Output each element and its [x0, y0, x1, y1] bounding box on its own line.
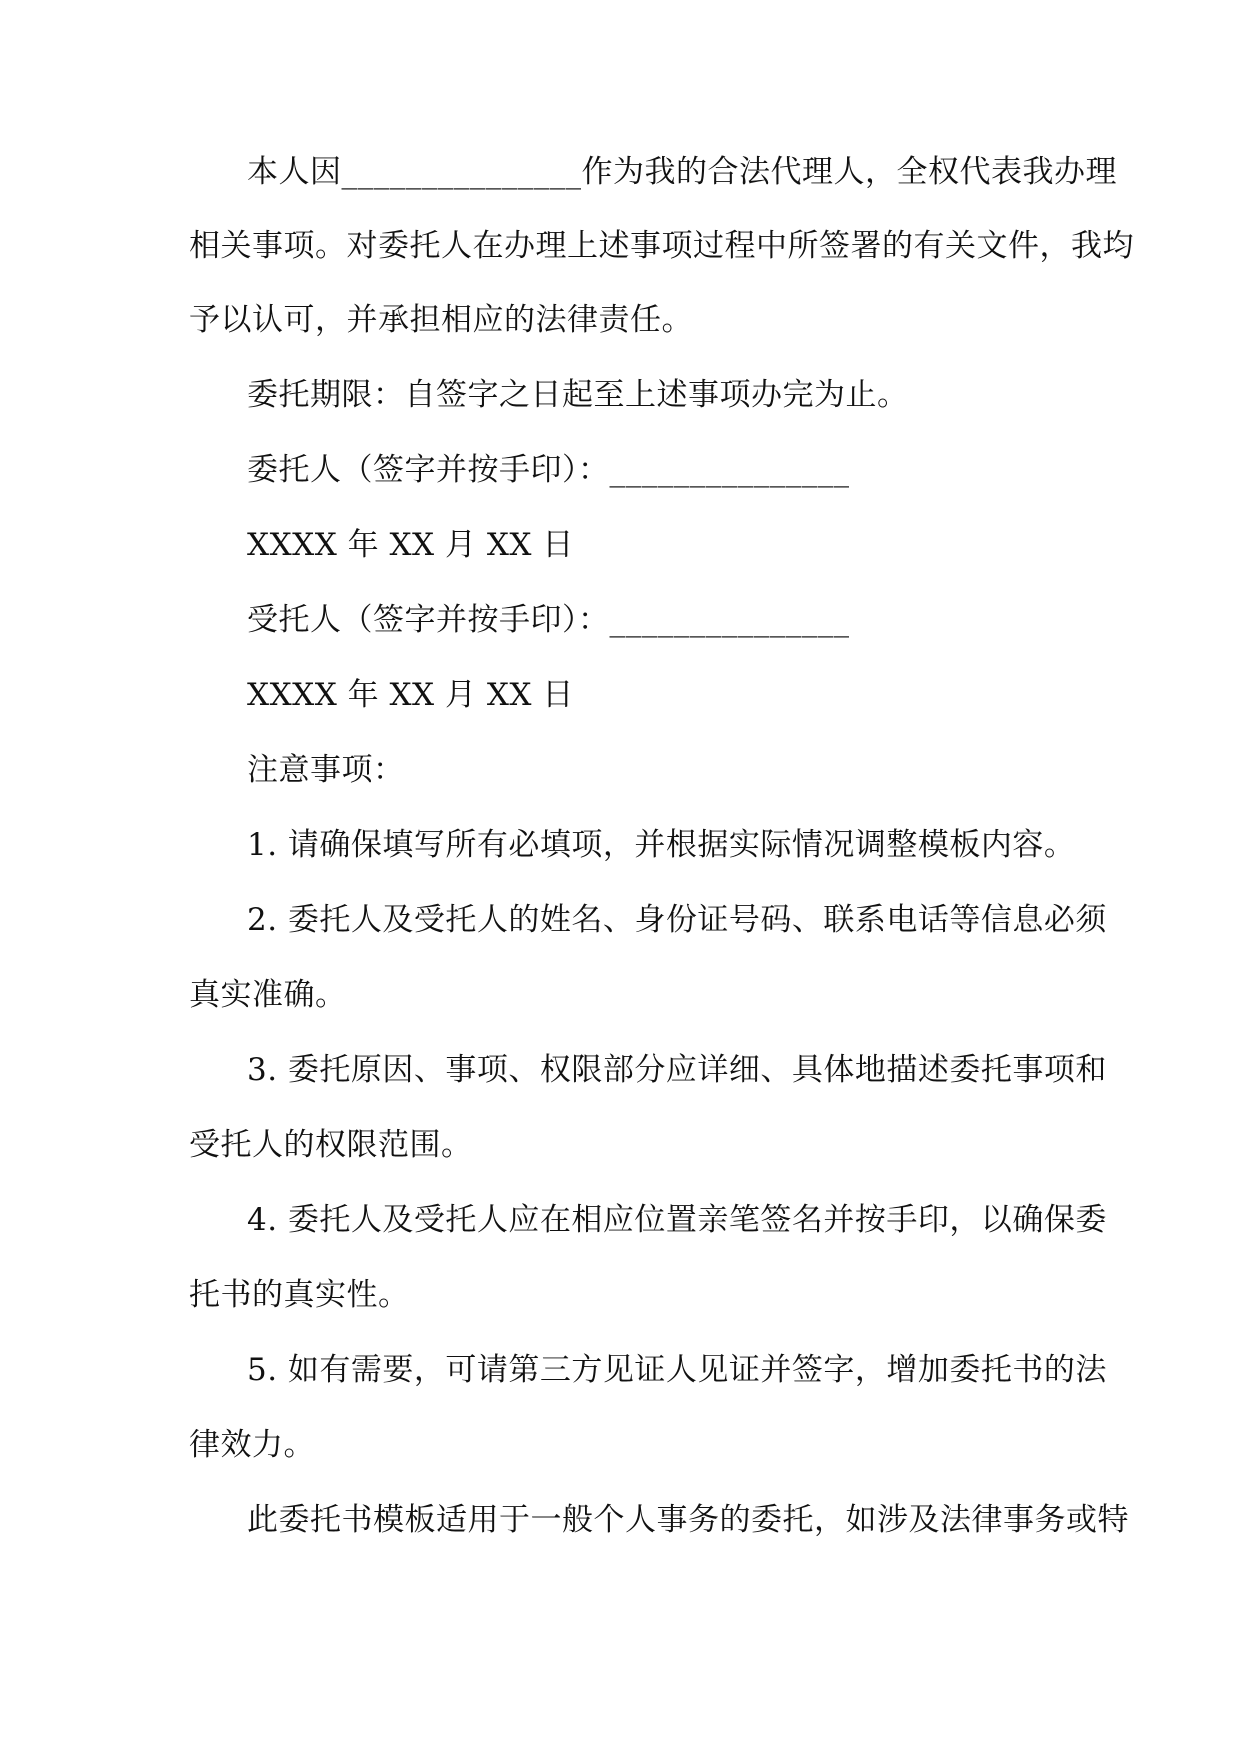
note-item-5-continuation: 律效力。 [189, 1427, 315, 1463]
agent-date-line: XXXX 年 XX 月 XX 日 [247, 677, 574, 713]
authorization-paragraph-line-3: 予以认可，并承担相应的法律责任。 [189, 302, 693, 338]
note-item-3: 3. 委托原因、事项、权限部分应详细、具体地描述委托事项和 [247, 1052, 1107, 1088]
note-item-2-continuation: 真实准确。 [189, 977, 347, 1013]
principal-signature-line: 委托人（签字并按手印）：_______________ [247, 452, 850, 488]
note-item-3-continuation: 受托人的权限范围。 [189, 1127, 473, 1163]
agent-signature-line: 受托人（签字并按手印）：_______________ [247, 602, 850, 638]
notes-heading: 注意事项： [247, 752, 405, 788]
principal-date-line: XXXX 年 XX 月 XX 日 [247, 527, 574, 563]
note-item-5: 5. 如有需要，可请第三方见证人见证并签字，增加委托书的法 [247, 1352, 1107, 1388]
authorization-paragraph-line-2: 相关事项。对委托人在办理上述事项过程中所签署的有关文件，我均 [189, 228, 1134, 264]
closing-paragraph-line-1: 此委托书模板适用于一般个人事务的委托，如涉及法律事务或特 [247, 1502, 1129, 1538]
authorization-paragraph-line-1: 本人因_______________作为我的合法代理人，全权代表我办理 [247, 154, 1117, 190]
note-item-2: 2. 委托人及受托人的姓名、身份证号码、联系电话等信息必须 [247, 902, 1107, 938]
note-item-1: 1. 请确保填写所有必填项，并根据实际情况调整模板内容。 [247, 827, 1076, 863]
note-item-4-continuation: 托书的真实性。 [189, 1277, 410, 1313]
term-line: 委托期限：自签字之日起至上述事项办完为止。 [247, 377, 909, 413]
note-item-4: 4. 委托人及受托人应在相应位置亲笔签名并按手印，以确保委 [247, 1202, 1107, 1238]
